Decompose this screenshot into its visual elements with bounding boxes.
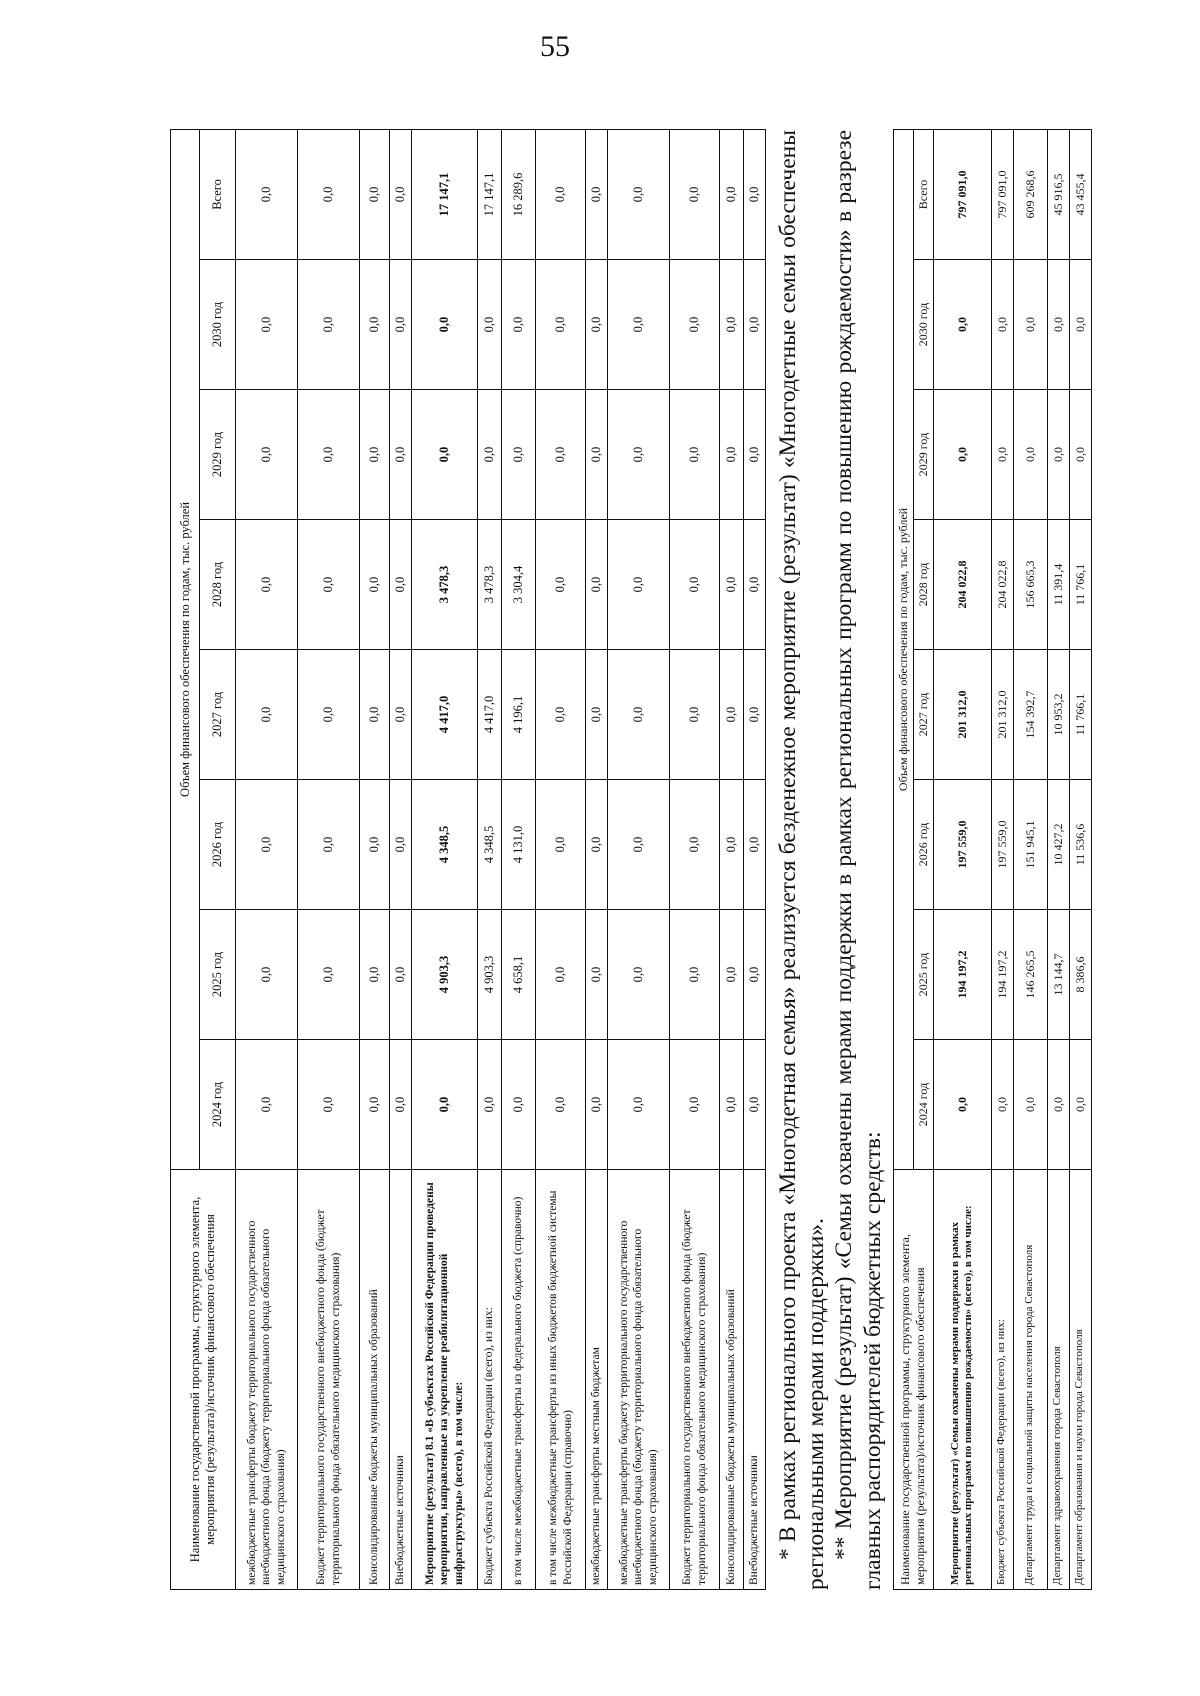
value-cell: 204 022,8 (933, 520, 991, 650)
table-row (1069, 129, 1091, 1589)
value-cell: 10 427,2 (1047, 780, 1069, 910)
row-label: в том числе межбюджетные трансферты из иных бюджетов бюджетной системы Российской Федерации (справочно) (536, 1170, 586, 1590)
value-cell: 0,0 (670, 650, 720, 780)
value-cell: 0,0 (991, 1040, 1013, 1170)
value-cell: 0,0 (720, 910, 744, 1040)
table-row (1047, 129, 1069, 1589)
value-cell: 0,0 (933, 1040, 991, 1170)
value-cell: 0,0 (478, 1040, 502, 1170)
value-cell: 0,0 (478, 260, 502, 390)
value-cell: 0,0 (670, 390, 720, 520)
value-cell: 0,0 (298, 780, 360, 910)
value-cell: 0,0 (720, 650, 744, 780)
value-cell: 8 386,6 (1069, 910, 1091, 1040)
table-row (586, 129, 608, 1589)
value-cell: 0,0 (236, 650, 298, 780)
value-cell: 0,0 (298, 260, 360, 390)
value-cell: 3 478,3 (478, 520, 502, 650)
column-header-name: Наименование государственной программы, структурного элемента, мероприятия (результата)/источник финансового обеспечения (893, 1170, 933, 1590)
value-cell: 0,0 (608, 390, 670, 520)
column-header-year: 2026 год (200, 780, 236, 910)
value-cell: 11 536,6 (1069, 780, 1091, 910)
column-header-year: 2027 год (913, 650, 933, 780)
column-header-group: Объем финансового обеспечения по годам, тыс. рублей (171, 129, 200, 1169)
table-row (536, 129, 586, 1589)
column-header-year: 2025 год (913, 910, 933, 1040)
total-cell: 0,0 (670, 129, 720, 259)
value-cell: 0,0 (298, 390, 360, 520)
row-label: Департамент труда и социальной защиты населения города Севастополя (1013, 1170, 1047, 1590)
row-label: Департамент здравоохранения города Севастополя (1047, 1170, 1069, 1590)
row-label: Бюджет территориального государственного внебюджетного фонда (бюджет территориального фонда обязательного медицинского страхования) (670, 1170, 720, 1590)
value-cell: 0,0 (744, 390, 766, 520)
table-row (478, 129, 502, 1589)
row-label: Бюджет субъекта Российской Федерации (всего), из них: (991, 1170, 1013, 1590)
value-cell: 201 312,0 (991, 650, 1013, 780)
value-cell: 194 197,2 (933, 910, 991, 1040)
value-cell: 0,0 (478, 390, 502, 520)
value-cell: 0,0 (586, 1040, 608, 1170)
value-cell: 0,0 (1069, 390, 1091, 520)
value-cell: 0,0 (1013, 260, 1047, 390)
value-cell: 0,0 (236, 1040, 298, 1170)
table-row (670, 129, 720, 1589)
value-cell: 11 391,4 (1047, 520, 1069, 650)
value-cell: 0,0 (670, 780, 720, 910)
value-cell: 0,0 (720, 780, 744, 910)
value-cell: 4 348,5 (478, 780, 502, 910)
column-header-year: 2024 год (913, 1040, 933, 1170)
value-cell: 4 903,3 (412, 910, 478, 1040)
footnote-1: * В рамках регионального проекта «Многодетная семья» реализуется безденежное мероприятие (результат) «Многодетные семьи обеспечены региональными мерами поддержки». (775, 130, 830, 1590)
value-cell: 0,0 (236, 520, 298, 650)
total-cell: 609 268,6 (1013, 129, 1047, 259)
value-cell: 11 766,1 (1069, 520, 1091, 650)
page-number: 55 (540, 30, 570, 63)
value-cell: 0,0 (236, 780, 298, 910)
row-label: Мероприятие (результат) «Семьи охвачены мерами поддержки в рамках региональных программ по повышению рождаемости» (всего), в том числе: (933, 1170, 991, 1590)
value-cell: 0,0 (360, 910, 390, 1040)
value-cell: 0,0 (390, 390, 412, 520)
column-header-year: 2028 год (913, 520, 933, 650)
column-header-year: 2030 год (913, 260, 933, 390)
value-cell: 0,0 (390, 650, 412, 780)
total-cell: 797 091,0 (933, 129, 991, 259)
column-header-year: 2030 год (200, 260, 236, 390)
column-header-year: 2029 год (200, 390, 236, 520)
column-header-total: Всего (200, 129, 236, 259)
value-cell: 0,0 (608, 650, 670, 780)
value-cell: 0,0 (360, 1040, 390, 1170)
value-cell: 0,0 (586, 260, 608, 390)
value-cell: 197 559,0 (991, 780, 1013, 910)
rotated-sheet (170, 130, 1170, 1590)
financing-table-main (170, 129, 766, 1590)
value-cell: 0,0 (1013, 390, 1047, 520)
table-row (390, 129, 412, 1589)
value-cell: 0,0 (670, 910, 720, 1040)
financing-table-distributors (893, 129, 1092, 1590)
value-cell: 0,0 (586, 910, 608, 1040)
value-cell: 0,0 (298, 910, 360, 1040)
value-cell: 0,0 (390, 780, 412, 910)
value-cell: 194 197,2 (991, 910, 1013, 1040)
value-cell: 4 903,3 (478, 910, 502, 1040)
value-cell: 0,0 (298, 650, 360, 780)
total-cell: 17 147,1 (478, 129, 502, 259)
row-label: Консолидированные бюджеты муниципальных образований (720, 1170, 744, 1590)
value-cell: 0,0 (1047, 1040, 1069, 1170)
value-cell: 0,0 (536, 520, 586, 650)
value-cell: 0,0 (360, 390, 390, 520)
value-cell: 0,0 (744, 260, 766, 390)
value-cell: 11 766,1 (1069, 650, 1091, 780)
value-cell: 204 022,8 (991, 520, 1013, 650)
table-row (608, 129, 670, 1589)
value-cell: 4 196,1 (502, 650, 536, 780)
row-label: Консолидированные бюджеты муниципальных образований (360, 1170, 390, 1590)
column-header-group: Объем финансового обеспечения по годам, тыс. рублей (893, 129, 913, 1169)
value-cell: 0,0 (720, 1040, 744, 1170)
table-row (360, 129, 390, 1589)
row-label: Бюджет субъекта Российской Федерации (всего), из них: (478, 1170, 502, 1590)
value-cell: 0,0 (360, 260, 390, 390)
value-cell: 0,0 (412, 1040, 478, 1170)
value-cell: 0,0 (536, 260, 586, 390)
value-cell: 0,0 (586, 780, 608, 910)
value-cell: 0,0 (586, 650, 608, 780)
value-cell: 151 945,1 (1013, 780, 1047, 910)
total-cell: 0,0 (586, 129, 608, 259)
value-cell: 0,0 (608, 1040, 670, 1170)
table-row (720, 129, 744, 1589)
total-cell: 0,0 (720, 129, 744, 259)
row-label: межбюджетные трансферты местным бюджетам (586, 1170, 608, 1590)
total-cell: 0,0 (298, 129, 360, 259)
value-cell: 0,0 (360, 780, 390, 910)
value-cell: 0,0 (744, 1040, 766, 1170)
value-cell: 0,0 (390, 1040, 412, 1170)
value-cell: 4 417,0 (412, 650, 478, 780)
table-row (502, 129, 536, 1589)
value-cell: 0,0 (744, 650, 766, 780)
value-cell: 0,0 (991, 260, 1013, 390)
value-cell: 0,0 (390, 520, 412, 650)
value-cell: 0,0 (536, 650, 586, 780)
total-cell: 0,0 (536, 129, 586, 259)
footnote-2: ** Мероприятие (результат) «Семьи охвачены мерами поддержки в рамках региональных программ по повышению рождаемости» в разрезе главных распорядителей бюджетных средств: (831, 130, 886, 1590)
value-cell: 0,0 (360, 650, 390, 780)
value-cell: 0,0 (536, 1040, 586, 1170)
value-cell: 0,0 (608, 260, 670, 390)
column-header-year: 2028 год (200, 520, 236, 650)
column-header-year: 2027 год (200, 650, 236, 780)
value-cell: 0,0 (536, 910, 586, 1040)
row-label: в том числе межбюджетные трансферты из федерального бюджета (справочно) (502, 1170, 536, 1590)
value-cell: 0,0 (236, 390, 298, 520)
value-cell: 0,0 (608, 780, 670, 910)
row-label: межбюджетные трансферты бюджету территориального государственного внебюджетного фонда (бюджету территориального фонда обязательного медицинского страхования) (236, 1170, 298, 1590)
value-cell: 0,0 (412, 260, 478, 390)
column-header-name: Наименование государственной программы, структурного элемента, мероприятия (результата)/источник финансового обеспечения (171, 1170, 236, 1590)
total-cell: 797 091,0 (991, 129, 1013, 259)
value-cell: 0,0 (298, 520, 360, 650)
table-row (1013, 129, 1047, 1589)
value-cell: 0,0 (991, 390, 1013, 520)
value-cell: 0,0 (720, 260, 744, 390)
row-label: межбюджетные трансферты бюджету территориального государственного внебюджетного фонда (бюджету территориального фонда обязательного медицинского страхования) (608, 1170, 670, 1590)
footnotes (774, 130, 887, 1590)
total-cell: 0,0 (360, 129, 390, 259)
value-cell: 146 265,5 (1013, 910, 1047, 1040)
row-label: Департамент образования и науки города Севастополя (1069, 1170, 1091, 1590)
value-cell: 0,0 (236, 910, 298, 1040)
row-label: Мероприятие (результат) 8.1 «В субъектах Российской Федерации проведены мероприятия, направленные на укрепление реабилитационной инфраструктуры» (всего), в том числе: (412, 1170, 478, 1590)
table-row (991, 129, 1013, 1589)
value-cell: 0,0 (670, 260, 720, 390)
column-header-year: 2026 год (913, 780, 933, 910)
value-cell: 0,0 (298, 1040, 360, 1170)
table-row (933, 129, 991, 1589)
row-label: Внебюджетные источники (390, 1170, 412, 1590)
value-cell: 0,0 (744, 520, 766, 650)
value-cell: 0,0 (608, 910, 670, 1040)
value-cell: 0,0 (744, 780, 766, 910)
value-cell: 0,0 (720, 390, 744, 520)
value-cell: 4 417,0 (478, 650, 502, 780)
value-cell: 0,0 (720, 520, 744, 650)
total-cell: 43 455,4 (1069, 129, 1091, 259)
total-cell: 17 147,1 (412, 129, 478, 259)
value-cell: 197 559,0 (933, 780, 991, 910)
value-cell: 0,0 (536, 780, 586, 910)
value-cell: 3 478,3 (412, 520, 478, 650)
total-cell: 16 289,6 (502, 129, 536, 259)
value-cell: 0,0 (390, 910, 412, 1040)
table-row (412, 129, 478, 1589)
value-cell: 156 665,3 (1013, 520, 1047, 650)
value-cell: 0,0 (744, 910, 766, 1040)
value-cell: 0,0 (502, 1040, 536, 1170)
value-cell: 0,0 (608, 520, 670, 650)
column-header-total: Всего (913, 129, 933, 259)
value-cell: 0,0 (1047, 390, 1069, 520)
value-cell: 201 312,0 (933, 650, 991, 780)
total-cell: 0,0 (744, 129, 766, 259)
value-cell: 4 658,1 (502, 910, 536, 1040)
row-label: Внебюджетные источники (744, 1170, 766, 1590)
total-cell: 45 916,5 (1047, 129, 1069, 259)
value-cell: 154 392,7 (1013, 650, 1047, 780)
total-cell: 0,0 (608, 129, 670, 259)
table-row (298, 129, 360, 1589)
total-cell: 0,0 (236, 129, 298, 259)
column-header-year: 2029 год (913, 390, 933, 520)
column-header-year: 2025 год (200, 910, 236, 1040)
value-cell: 0,0 (586, 390, 608, 520)
value-cell: 0,0 (502, 390, 536, 520)
value-cell: 0,0 (1047, 260, 1069, 390)
value-cell: 0,0 (933, 260, 991, 390)
value-cell: 0,0 (412, 390, 478, 520)
total-cell: 0,0 (390, 129, 412, 259)
value-cell: 0,0 (670, 520, 720, 650)
value-cell: 3 304,4 (502, 520, 536, 650)
value-cell: 0,0 (390, 260, 412, 390)
value-cell: 10 953,2 (1047, 650, 1069, 780)
value-cell: 0,0 (502, 260, 536, 390)
value-cell: 4 131,0 (502, 780, 536, 910)
row-label: Бюджет территориального государственного внебюджетного фонда (бюджет территориального фонда обязательного медицинского страхования) (298, 1170, 360, 1590)
value-cell: 0,0 (236, 260, 298, 390)
value-cell: 0,0 (670, 1040, 720, 1170)
value-cell: 0,0 (933, 390, 991, 520)
value-cell: 0,0 (1069, 260, 1091, 390)
table-row (744, 129, 766, 1589)
value-cell: 0,0 (1069, 1040, 1091, 1170)
value-cell: 4 348,5 (412, 780, 478, 910)
value-cell: 13 144,7 (1047, 910, 1069, 1040)
value-cell: 0,0 (536, 390, 586, 520)
value-cell: 0,0 (586, 520, 608, 650)
column-header-year: 2024 год (200, 1040, 236, 1170)
table-row (236, 129, 298, 1589)
value-cell: 0,0 (360, 520, 390, 650)
value-cell: 0,0 (1013, 1040, 1047, 1170)
